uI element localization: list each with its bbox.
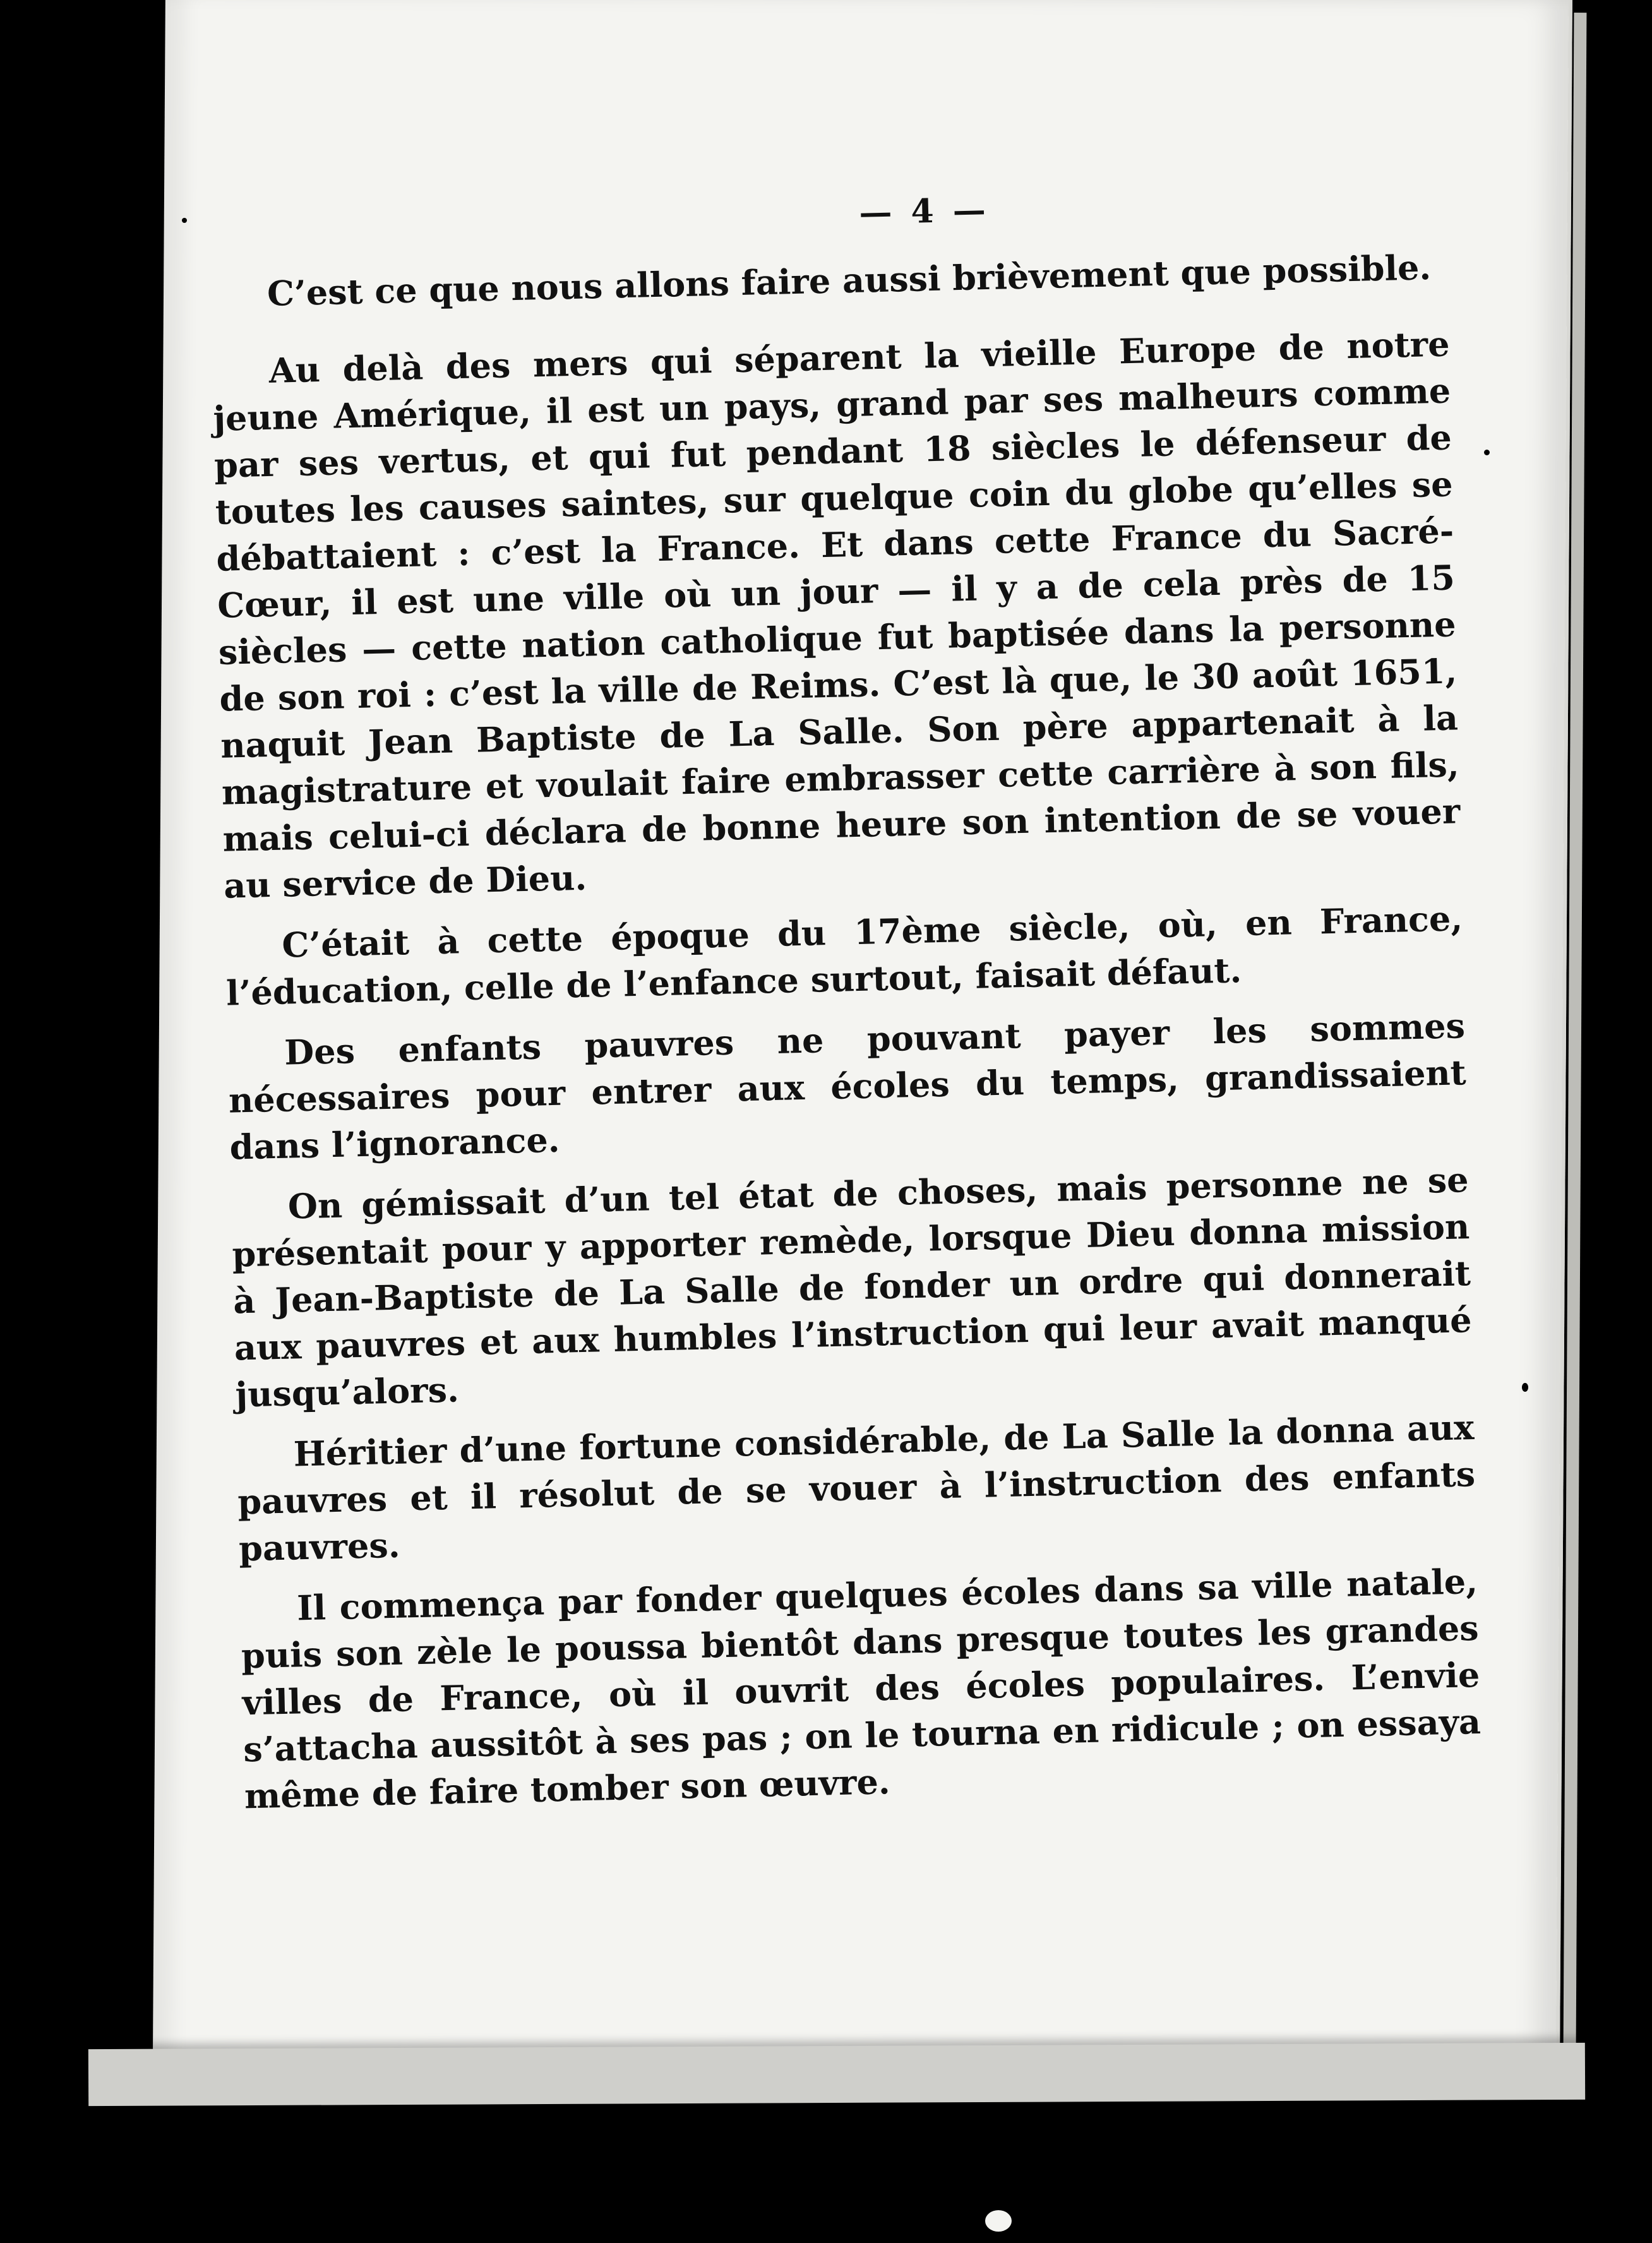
paragraph-6: Héritier d’une fortune considérable, de La Salle la donna aux pauvres et il résolut de se vouer à l’instruction des enfants pauvres. [237, 1407, 1476, 1569]
ink-speck [182, 218, 187, 223]
paragraph-1: C’est ce que nous allons faire aussi brièvement que possible. [266, 247, 1432, 314]
paragraph-7: Il commença par fonder quelques écoles dans sa ville natale, puis son zèle le poussa bientôt dans presque toutes les grandes villes de France, où il ouvrit des écoles populaires. L’envie s’attacha aussitôt à ses pas ; on le tourna en ridicule ; on essaya même de faire tomber son œuvre. [241, 1560, 1481, 1817]
page-number: — 4 — [858, 190, 990, 232]
page-edge-bottom [88, 2043, 1585, 2106]
scan-artifact-hole [985, 2210, 1012, 2232]
ink-speck [1522, 1383, 1528, 1392]
body-text [210, 244, 1483, 1834]
paragraph-3: C’était à cette époque du 17ème siècle, où, en France, l’éducation, celle de l’enfance surtout, faisait défaut. [225, 898, 1463, 1014]
paragraph-2: Au delà des mers qui séparent la vieille Europe de notre jeune Amérique, il est un pays, grand par ses malheurs comme par ses vertus, et qui fut pendant 18 siècles le défenseur de toutes les causes saintes, sur quelque coin du globe qu’elles se débattaient : c’est la France. Et dans cette France du Sacré-Cœur, il est une ville où un jour — il y a de cela près de 15 siècles — cette nation catholique fut baptisée dans la personne de son roi : c’est la ville de Reims. C’est là que, le 30 août 1651, naquit Jean Baptiste de La Salle. Son père appartenait à la magistrature et voulait faire embrasser cette carrière à son fils, mais celui-ci déclara de bonne heure son intention de se vouer au service de Dieu. [212, 323, 1461, 906]
paragraph-4: Des enfants pauvres ne pouvant payer les sommes nécessaires pour entrer aux écoles du temps, grandissaient dans l’ignorance. [228, 1005, 1467, 1168]
paragraph-5: On gémissait d’un tel état de choses, mais personne ne se présentait pour y apporter remède, lorsque Dieu donna mission à Jean-Baptiste de La Salle de fonder un ordre qui donnerait aux pauvres et aux humbles l’instruction qui leur avait manqué jusqu’alors. [231, 1159, 1473, 1415]
ink-speck [1484, 450, 1490, 455]
